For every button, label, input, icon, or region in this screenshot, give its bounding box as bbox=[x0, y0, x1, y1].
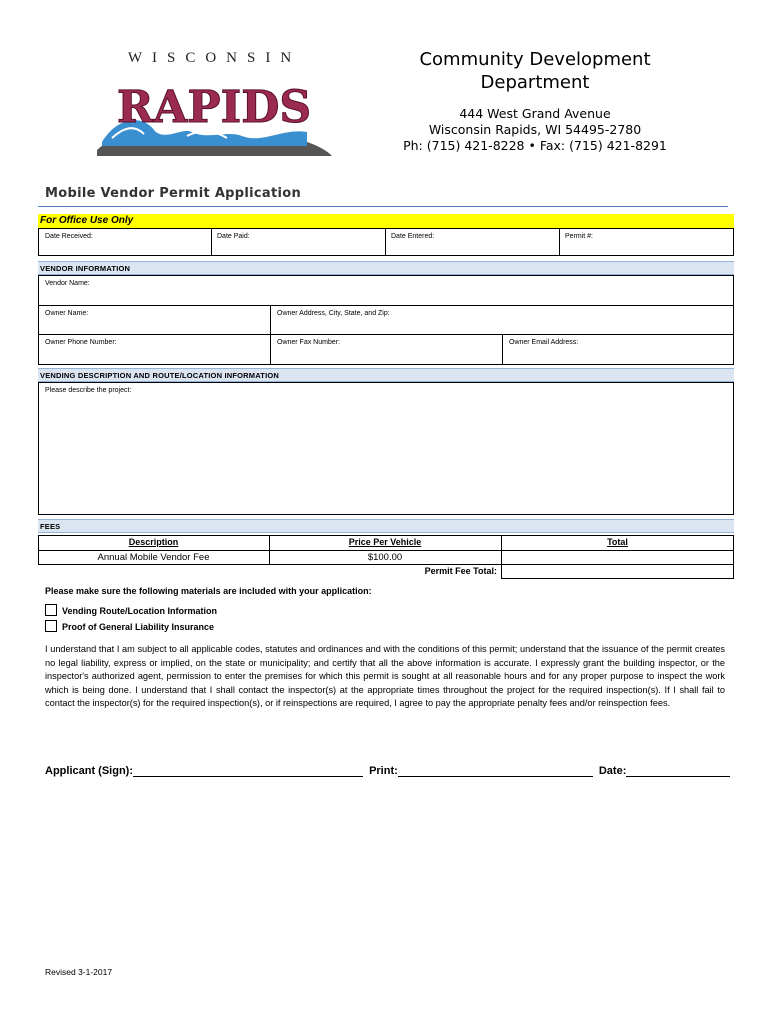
form-title: Mobile Vendor Permit Application bbox=[45, 186, 302, 201]
applicant-sign-label: Applicant (Sign): bbox=[45, 765, 133, 777]
permit-fee-total-field[interactable] bbox=[502, 565, 733, 578]
owner-fax-field[interactable] bbox=[271, 335, 502, 364]
permit-number-label: Permit #: bbox=[565, 233, 594, 240]
print-label: Print: bbox=[369, 765, 398, 777]
signature-row bbox=[45, 765, 730, 777]
phone-fax-line: Ph: (715) 421-8228 • Fax: (715) 421-8291 bbox=[403, 138, 667, 153]
dept-title-line1: Community Development bbox=[419, 49, 651, 70]
fees-bar bbox=[38, 519, 734, 533]
date-paid-label: Date Paid: bbox=[217, 233, 250, 240]
date-entered-field[interactable] bbox=[385, 229, 559, 255]
fee-item-description: Annual Mobile Vendor Fee bbox=[97, 552, 210, 563]
logo-word: RAPIDS bbox=[116, 82, 312, 133]
date-received-label: Date Received: bbox=[45, 233, 93, 240]
logo-top-text: WISCONSIN bbox=[127, 50, 302, 66]
fee-item-price: $100.00 bbox=[367, 552, 403, 563]
city-logo bbox=[92, 50, 337, 160]
dept-title-line2: Department bbox=[480, 72, 590, 93]
vending-description-bar bbox=[38, 368, 734, 382]
materials-item-route[interactable] bbox=[45, 604, 217, 616]
fees-col-price: Price Per Vehicle bbox=[348, 537, 422, 547]
project-description-field[interactable] bbox=[38, 382, 734, 515]
vendor-name-field[interactable] bbox=[39, 276, 733, 305]
revised-date: Revised 3-1-2017 bbox=[45, 967, 113, 977]
date-line[interactable] bbox=[626, 765, 730, 777]
vendor-info-table bbox=[38, 275, 734, 365]
print-name-line[interactable] bbox=[398, 765, 593, 777]
date-label: Date: bbox=[598, 765, 627, 777]
fee-item-total-field[interactable] bbox=[502, 551, 733, 564]
owner-email-field[interactable] bbox=[503, 335, 733, 364]
project-description-prompt: Please describe the project: bbox=[45, 387, 132, 394]
insurance-label: Proof of General Liability Insurance bbox=[62, 622, 215, 632]
department-header bbox=[390, 48, 680, 154]
owner-address-label: Owner Address, City, State, and Zip: bbox=[277, 310, 390, 317]
owner-name-label: Owner Name: bbox=[45, 310, 89, 317]
materials-heading: Please make sure the following materials are included with your application: bbox=[45, 586, 372, 596]
office-use-row bbox=[38, 228, 734, 256]
address-line1: 444 West Grand Avenue bbox=[459, 106, 611, 121]
fees-table bbox=[38, 535, 734, 579]
materials-item-insurance[interactable] bbox=[45, 620, 214, 632]
title-divider bbox=[38, 206, 728, 207]
owner-address-field[interactable] bbox=[271, 306, 733, 334]
permit-number-field[interactable] bbox=[559, 229, 733, 255]
vendor-name-label: Vendor Name: bbox=[45, 280, 90, 287]
office-use-bar bbox=[38, 214, 734, 228]
fees-col-description: Description bbox=[128, 537, 179, 547]
owner-email-label: Owner Email Address: bbox=[509, 339, 579, 346]
route-checkbox[interactable] bbox=[45, 604, 57, 616]
date-entered-label: Date Entered: bbox=[391, 233, 435, 240]
owner-name-field[interactable] bbox=[39, 306, 270, 334]
applicant-sign-line[interactable] bbox=[133, 765, 363, 777]
vendor-info-heading: VENDOR INFORMATION bbox=[40, 264, 131, 273]
address-line2: Wisconsin Rapids, WI 54495-2780 bbox=[428, 122, 642, 137]
date-received-field[interactable] bbox=[39, 229, 211, 255]
owner-fax-label: Owner Fax Number: bbox=[277, 339, 341, 346]
permit-fee-total-label: Permit Fee Total: bbox=[424, 566, 497, 576]
fees-col-total: Total bbox=[607, 537, 628, 547]
rapids-logo-graphic bbox=[92, 72, 337, 162]
route-label: Vending Route/Location Information bbox=[62, 606, 217, 616]
date-paid-field[interactable] bbox=[211, 229, 385, 255]
owner-phone-field[interactable] bbox=[39, 335, 270, 364]
vendor-info-bar bbox=[38, 261, 734, 275]
owner-phone-label: Owner Phone Number: bbox=[45, 339, 117, 346]
office-use-heading: For Office Use Only bbox=[40, 215, 134, 226]
fees-heading: FEES bbox=[40, 522, 61, 531]
insurance-checkbox[interactable] bbox=[45, 620, 57, 632]
vending-description-heading: VENDING DESCRIPTION AND ROUTE/LOCATION INFORMATION bbox=[40, 371, 280, 380]
agreement-paragraph: I understand that I am subject to all applicable codes, statutes and ordinances and with the conditions of this permit; understand that the issuance of the permit creates no legal liability, express or implied, on the state or municipality; and certify that all the above information is accurate. I expressly grant the building inspector, or the inspector's authorized agent, permission to enter the premises for which this permit is sought at all reasonable hours and for any proper purpose to inspect the work which is being done. I understand that I shall contact the inspector(s) at the appropriate times throughout the project for the required inspection(s). If I shall fail to contact the inspector(s) for the required inspection(s), or if reinspections are required, I agree to pay the appropriate penalty fees and/or reinspection fees. bbox=[45, 644, 725, 709]
